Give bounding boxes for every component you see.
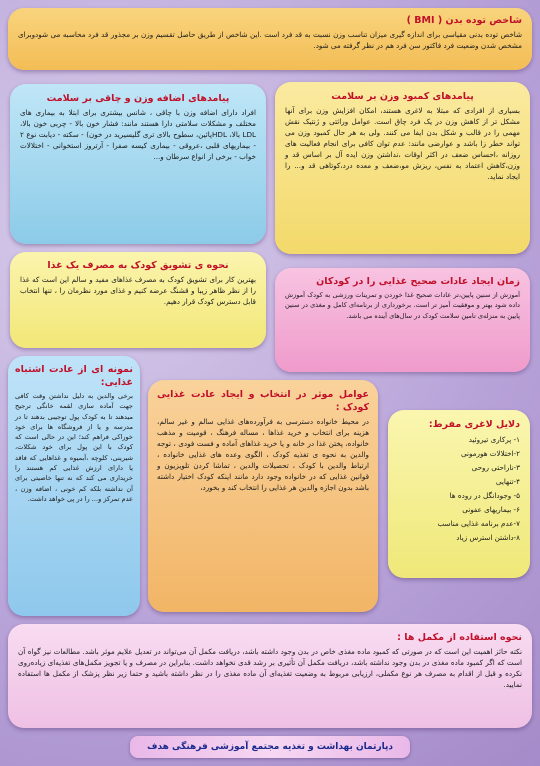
example-box bbox=[8, 356, 140, 616]
supplement-text: نکته حائز اهمیت این است که در صورتی که کمبود ماده مغذی خاص در بدن وجود داشته باشد، دریافت مکمل آن می‌تواند در تعدیل علایم موثر باشد. مطالعات نیز گواه آن است که اگر کمبود ماده مغذی در بدن وجود نداشته باشد، دریافت مکمل آن تأثیری بر رشد قدی نخواهد داشت. بنابراین در مصرف و یا تجویز مکمل‌های تغذیه‌ای زیاده‌روی نکرده و قبل از اقدام به مصرف هر نوع مکملی، ارزیابی مربوط به وضعیت تغذیه‌ای آن ماده مغذی را در نظر داشته باشید و حتما زیر نظر پزشک از مکمل ها استفاده نمایید. bbox=[18, 647, 522, 689]
habits-box bbox=[275, 268, 530, 372]
factors-box bbox=[148, 380, 378, 612]
underweight-text: بسیاری از افرادی که مبتلا به لاغری هستند، امکان افزایش وزن برای آنها مشکل تر از کاهش وزن در یک فرد چاق است. عوامل وراثتی و ژنتیک نقش مهمی را در قالب و شکل بدن ایفا می کنند. ولی به هر حال کمبود وزن می تواند خطر زا باشد و عوارضی مانند: عدم توان کافی برای انجام فعالیت های روزانه ،احساس ضعف در اکثر اوقات ،نداشتن وزن ایده آل بر اساس قد و وزن،کاهش اعتماد به نفس، ریزش مو،ضعف و معده درد،کوتاهی قد و... را ایجاد نماید. bbox=[285, 106, 520, 181]
factors-text: در محیط خانواده دسترسی به فرآورده‌های غذایی سالم و غیر سالم، هزینه برای انتخاب و خرید غذاها ، مساله فرهنگ ، قومیت و مذهب خانواده، پختن غذا در خانه و یا خرید غذاهای آماده و فست فودی ، توجه والدین به نحوه ی تغذیه کودک ، الگوی وعده های غذایی خانواده ، ارتباط والدین با کودک ، تحصیلات والدین ، تماشا کردن تلویزیون و قوانین غذایی که در خانواده وجود دارد مانند اینکه کودک اختیار داشته باشد بدون اجازه والدین هر غذایی را انتخاب کند و بخورد، bbox=[157, 417, 369, 492]
overweight-box bbox=[10, 84, 266, 244]
habits-title: زمان ایجاد عادات صحیح غذایی را در کودکان bbox=[316, 276, 520, 287]
causes-box bbox=[388, 410, 530, 578]
causes-list: ۱- پرکاری تیروئید ۲-اختلالات هورمونی ۳-ناراحتی روحی ۴-تنهایی ۵- وجودانگل در روده ها ۶- بیماریهای عفونی ۷-عدم برنامه غذایی مناسب ۸-داشتن استرس زیاد bbox=[437, 435, 520, 542]
overweight-text: افراد دارای اضافه وزن با چاقی ، شانس بیشتری برای ابتلا به بیماری های مختلف و مشکلات سلامتی دارا هستند مانند: فشار خون بالا - چربی خون بالا، LDL بالا، HDLپائین، سطوح بالای تری گلیسیرید در خون) - سکته - دیابت نوع ۲ - بیماریهای قلبی ،عروقی - بیماری کیسه صفرا - آرتروز استخوانی - اختلالات خواب - برخی از انواع سرطان و... bbox=[20, 108, 256, 161]
example-text: برخی والدین به دلیل نداشتن وقت کافی جهت آماده سازی لقمه خانگی ترجیح میدهند تا به کودک پول توجیبی بدهند تا در مدرسه و یا از فروشگاه ها برای خود خوراکی فراهم کند؛ این در حالی است که کودک با این پول برای خود شکلات، شیرینی، کلوچه ،آبمیوه و غذاهایی که فاقد یا دارای ارزش غذایی کم هستند را خریداری می کند که نه تنها خاصیتی برای آن نداشته بلکه کم خونی ، اضافه وزن ، عدم تمرکز و... را در پی خواهد داشت. bbox=[15, 392, 133, 503]
encourage-text: بهترین کار برای تشویق کودک به مصرف غذاهای مفید و سالم این است که غذا را از نظر ظاهر زیبا و قشنگ عرضه کنیم و غذای مورد نظرمان را ، تنها انتخاب قابل دسترس کودک قرار دهیم. bbox=[20, 275, 256, 306]
underweight-box bbox=[275, 82, 530, 254]
bmi-text: شاخص توده بدنی مقیاسی برای اندازه گیری میزان تناسب وزن نسبت به قد فرد است .این شاخص از طریق حاصل تقسیم وزن بر مجذور قد فرد محاسبه می شودوبرای مشخص شدن وضعیت فرد فاکتور سن فرد هم در نظر گرفته می شود. bbox=[18, 30, 522, 50]
overweight-title: پیامدهای اضافه وزن و چاقی بر سلامت bbox=[46, 93, 230, 104]
bmi-box bbox=[8, 8, 532, 70]
underweight-title: پیامدهای کمبود وزن بر سلامت bbox=[331, 91, 474, 102]
encourage-box bbox=[10, 252, 266, 348]
bmi-title: شاخص توده بدن ( BMI ) bbox=[406, 15, 522, 26]
supplement-title: نحوه استفاده از مکمل ها : bbox=[397, 632, 522, 643]
habits-text: آموزش از سنین پایین،تر عادات صحیح غذا خوردن و تمرینات ورزشی به کودک آموزش داده شود بهتر و موفقیت آمیز تر است. برخورداری از برنامه‌ای کامل و مغذی در سنین پایین به منزله‌ی تامین سلامت کودک در سال‌های آینده می باشد. bbox=[285, 291, 520, 320]
supplement-box bbox=[8, 624, 532, 728]
encourage-title: نحوه ی تشویق کودک به مصرف یک غذا bbox=[47, 260, 229, 271]
factors-title: عوامل موثر در انتخاب و ایجاد عادت غذایی کودک : bbox=[157, 389, 369, 413]
footer-banner: دپارتمان بهداشت و تغذیه مجتمع آموزشی فرهنگی هدف bbox=[130, 736, 410, 758]
causes-title: دلایل لاغری مفرط: bbox=[428, 419, 520, 430]
example-title: نمونه ای از عادت اشتباه غذایی: bbox=[15, 364, 133, 388]
